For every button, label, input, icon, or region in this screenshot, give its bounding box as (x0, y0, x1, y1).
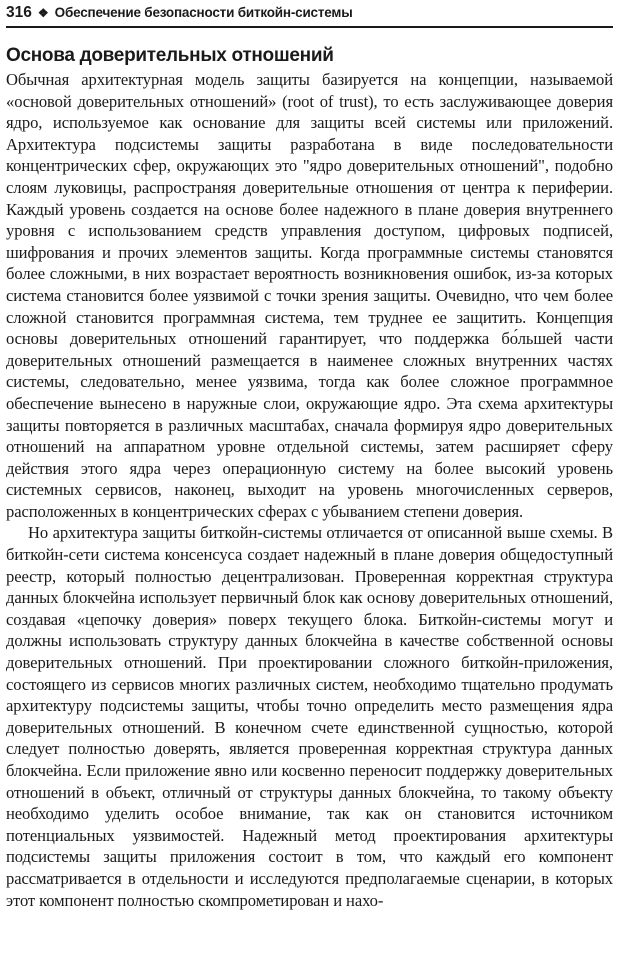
section-title: Основа доверительных отношений (6, 45, 334, 66)
header-rule (6, 26, 613, 28)
page-number: 316 (6, 4, 32, 21)
diamond-icon: ❖ (37, 6, 49, 20)
chapter-title: Обеспечение безопасности биткойн-системы (54, 5, 353, 20)
paragraph: Обычная архитектурная модель защиты базируется на концепции, называемой «основой доверительных отношений» (root of trust), то есть заслуживающее доверия ядро, используемое как основание для защиты всей системы или приложений. Архитектура подсистемы защиты разработана в виде последовательности концентрических сфер, окружающих это "ядро доверительных отношений", подобно слоям луковицы, распространяя доверительные отношения от центра к периферии. Каждый уровень создается на основе более надежного в плане доверия внутреннего уровня с использованием средств управления доступом, цифровых подписей, шифрования и прочих элементов защиты. Когда программные системы становятся более сложными, в них возрастает вероятность возникновения ошибок, из-за которых система становится более уязвимой с точки зрения защиты. Очевидно, что чем более сложной становится программная система, тем труднее ее защитить. Концепция основы доверительных отношений гарантирует, что поддержка бо́льшей части доверительных отношений размещается в наименее сложных внутренних частях системы, следовательно, менее уязвима, тогда как более сложное программное обеспечение вынесено в наружные слои, окружающие ядро. Эта схема архитектуры защиты повторяется в различных масштабах, сначала формируя ядро доверительных отношений на аппаратном уровне отдельной системы, затем расширяет сферу действия этого ядра через операционную систему на более высокий уровень системных сервисов, наконец, выходит на уровень многочисленных серверов, расположенных в концентрических сферах с убыванием степени доверия. (6, 70, 613, 521)
paragraph: Но архитектура защиты биткойн-системы отличается от описанной выше схемы. В биткойн-сети система консенсуса создает надежный в плане доверия общедоступный реестр, который полностью децентрализован. Проверенная корректная структура данных блокчейна использует первичный блок как основу доверительных отношений, создавая «цепочку доверия» поверх текущего блока. Биткойн-системы могут и должны использовать структуру данных блокчейна в качестве собственной основы доверительных отношений. При проектировании сложного биткойн-приложения, состоящего из сервисов многих различных систем, необходимо тщательно продумать архитектуру подсистемы защиты, чтобы точно определить место размещения ядра доверительных отношений. В конечном счете единственной сущностью, которой следует полностью доверять, является проверенная корректная структура данных блокчейна. Если приложение явно или косвенно переносит поддержку доверительных отношений в объект, отличный от структуры данных блокчейна, то такому объекту необходимо уделить особое внимание, так как он становится источником потенциальных уязвимостей. Надежный метод проектирования архитектуры подсистемы защиты приложения состоит в том, что каждый его компонент рассматривается в отдельности и исследуются предполагаемые сценарии, в которых этот компонент полностью скомпрометирован и нахо- (6, 523, 613, 910)
running-header (6, 2, 613, 24)
